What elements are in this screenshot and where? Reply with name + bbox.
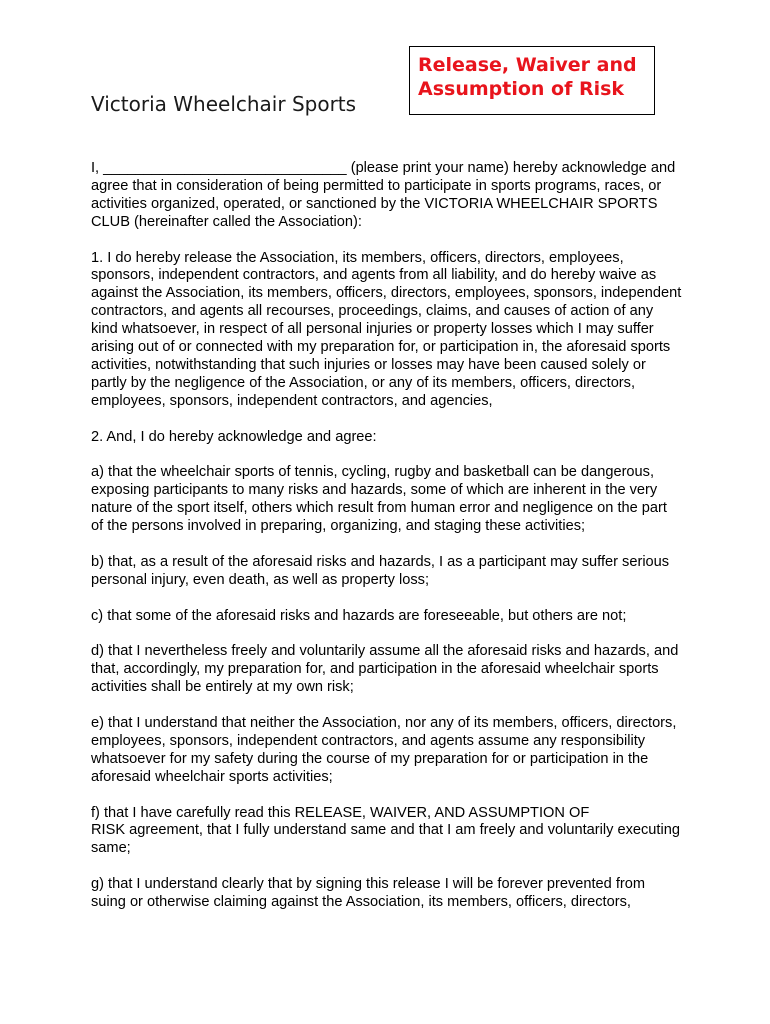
clause-2-paragraph: 2. And, I do hereby acknowledge and agree: — [91, 428, 377, 445]
waiver-body — [91, 160, 683, 930]
item-d-paragraph: d) that I nevertheless freely and voluntarily assume all the aforesaid risks and hazards, and that, accordingly, my preparation for, and participation in the aforesaid wheelchair sports activities shall be entirely at my own risk; — [91, 643, 679, 696]
document-title-box — [409, 46, 655, 115]
item-b-paragraph: b) that, as a result of the aforesaid risks and hazards, I as a participant may suffer serious personal injury, even death, as well as property loss; — [91, 553, 670, 588]
item-f-first-line: f) that I have carefully read this RELEASE, WAIVER, AND ASSUMPTION OF — [91, 804, 590, 821]
clause-1-paragraph: 1. I do hereby release the Association, its members, officers, directors, employees, sponsors, independent contractors, and agents from all liability, and do hereby waive as against the Association, its members, officers, directors, employees, sponsors, independent contractors, and agents all recourses, proceedings, claims, and causes of action of any kind whatsoever, in respect of all personal injuries or property losses which I may suffer arising out of or connected with my preparation for, or participation in, the aforesaid sports activities, notwithstanding that such injuries or losses may have been caused solely or partly by the negligence of the Association, or any of its members, officers, directors, employees, sponsors, independent contractors, and agencies, — [91, 249, 682, 409]
item-e-paragraph: e) that I understand that neither the Association, nor any of its members, officers, directors, employees, sponsors, independent contractors, and agents assume any responsibility whatsoever for my safety during the course of my preparation for or participation in the aforesaid wheelchair sports activities; — [91, 714, 677, 785]
intro-paragraph: I, ______________________________ (please print your name) hereby acknowledge and agree that in consideration of being permitted to participate in sports programs, races, or activities organized, operated, or sanctioned by the VICTORIA WHEELCHAIR SPORTS CLUB (hereinafter called the Association): — [91, 160, 676, 230]
item-a-paragraph: a) that the wheelchair sports of tennis, cycling, rugby and basketball can be dangerous, exposing participants to many risks and hazards, some of which are inherent in the very nature of the sport itself, others which result from human error and negligence on the part of the persons involved in preparing, organizing, and staging these activities; — [91, 464, 667, 535]
item-g-paragraph: g) that I understand clearly that by signing this release I will be forever prevented from suing or otherwise claiming against the Association, its members, officers, directors, — [91, 876, 646, 911]
item-f-paragraph — [91, 805, 683, 859]
item-c-paragraph: c) that some of the aforesaid risks and hazards are foreseeable, but others are not; — [91, 607, 627, 624]
item-f-continuation: RISK agreement, that I fully understand same and that I am freely and voluntarily executing same; — [91, 822, 680, 857]
document-title: Release, Waiver and Assumption of Risk — [418, 54, 637, 100]
organization-name: Victoria Wheelchair Sports — [91, 92, 357, 116]
